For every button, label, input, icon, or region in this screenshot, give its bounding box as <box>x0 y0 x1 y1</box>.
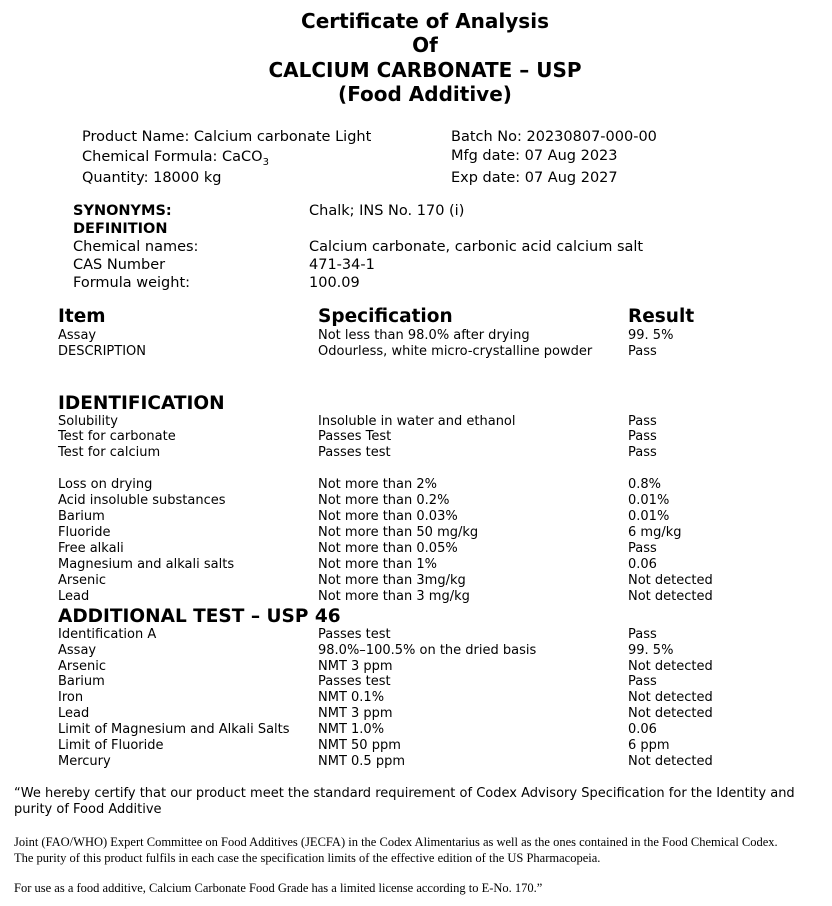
synonyms-label: SYNONYMS: <box>73 203 172 219</box>
table-row <box>0 754 832 770</box>
row-specification: Not more than 0.05% <box>318 541 458 556</box>
row-specification: 98.0%–100.5% on the dried basis <box>318 643 537 658</box>
table-row <box>0 659 832 675</box>
row-specification: Not more than 0.03% <box>318 509 458 524</box>
row-specification: Not less than 98.0% after drying <box>318 328 530 343</box>
row-result: 0.06 <box>628 722 657 737</box>
table-row <box>0 722 832 738</box>
row-item: Free alkali <box>58 541 124 556</box>
row-result: Pass <box>628 627 657 642</box>
product-name: Product Name: Calcium carbonate Light <box>82 129 372 145</box>
row-specification: Not more than 3 mg/kg <box>318 589 470 604</box>
row-item: Mercury <box>58 754 111 769</box>
row-result: Not detected <box>628 754 713 769</box>
row-result: Pass <box>628 674 657 689</box>
row-item: Lead <box>58 589 90 604</box>
row-result: 6 mg/kg <box>628 525 682 540</box>
batch-number: Batch No: 20230807-000-00 <box>451 129 657 145</box>
row-item: Limit of Magnesium and Alkali Salts <box>58 722 290 737</box>
row-item: Solubility <box>58 414 118 429</box>
row-specification: Passes test <box>318 627 391 642</box>
product-title: CALCIUM CARBONATE – USP <box>268 58 582 82</box>
table-row <box>0 690 832 706</box>
jecfa-statement-line1: Joint (FAO/WHO) Expert Committee on Food Additives (JECFA) in the Codex Alimentarius as well as the ones contained in the Food Chemical Codex. <box>14 835 778 849</box>
chemical-names-value: Calcium carbonate, carbonic acid calcium salt <box>309 239 644 255</box>
table-row <box>0 706 832 722</box>
row-specification: Not more than 50 mg/kg <box>318 525 479 540</box>
document-title: Certificate of Analysis <box>301 9 549 33</box>
row-result: Not detected <box>628 659 713 674</box>
mfg-date: Mfg date: 07 Aug 2023 <box>451 148 618 164</box>
table-row <box>0 674 832 690</box>
row-result: 0.01% <box>628 509 670 524</box>
formula-weight-label: Formula weight: <box>73 275 191 291</box>
row-item: Assay <box>58 328 97 343</box>
row-item: Magnesium and alkali salts <box>58 557 235 572</box>
section-heading-additional-test: ADDITIONAL TEST – USP 46 <box>58 606 341 627</box>
row-result: Pass <box>628 414 657 429</box>
row-specification: NMT 0.5 ppm <box>318 754 405 769</box>
table-row <box>0 573 832 589</box>
synonyms-value: Chalk; INS No. 170 (i) <box>309 203 465 219</box>
table-row <box>0 477 832 493</box>
section-heading-identification: IDENTIFICATION <box>58 393 225 414</box>
chemical-formula-subscript: 3 <box>262 157 269 168</box>
row-specification: Passes test <box>318 445 391 460</box>
row-specification: Not more than 0.2% <box>318 493 450 508</box>
row-specification: Insoluble in water and ethanol <box>318 414 516 429</box>
row-item: Arsenic <box>58 573 107 588</box>
column-header-result: Result <box>628 306 695 327</box>
row-item: Barium <box>58 509 105 524</box>
row-result: 99. 5% <box>628 328 674 343</box>
row-result: 99. 5% <box>628 643 674 658</box>
row-item: Assay <box>58 643 97 658</box>
table-row <box>0 429 832 445</box>
row-item: Identification A <box>58 627 157 642</box>
row-item: Arsenic <box>58 659 107 674</box>
license-statement: For use as a food additive, Calcium Carbonate Food Grade has a limited license according to E-No. 170.” <box>14 881 543 895</box>
row-result: 6 ppm <box>628 738 670 753</box>
row-specification: NMT 3 ppm <box>318 706 393 721</box>
row-item: Fluoride <box>58 525 111 540</box>
row-item: Loss on drying <box>58 477 153 492</box>
row-item: Barium <box>58 674 105 689</box>
table-row <box>0 509 832 525</box>
cas-number-value: 471-34-1 <box>309 257 375 273</box>
chemical-names-label: Chemical names: <box>73 239 199 255</box>
row-specification: Passes test <box>318 674 391 689</box>
table-row <box>0 643 832 659</box>
table-row <box>0 525 832 541</box>
row-result: 0.01% <box>628 493 670 508</box>
chemical-formula-text: Chemical Formula: CaCO <box>82 149 263 165</box>
row-result: Not detected <box>628 706 713 721</box>
row-item: Lead <box>58 706 90 721</box>
row-result: Not detected <box>628 690 713 705</box>
row-specification: NMT 0.1% <box>318 690 385 705</box>
table-row <box>0 344 832 360</box>
row-specification: NMT 1.0% <box>318 722 385 737</box>
table-row <box>0 445 832 461</box>
jecfa-statement-line2: The purity of this product fulfils in each case the specification limits of the effective edition of the US Pharmacopeia. <box>14 851 601 865</box>
row-result: 0.8% <box>628 477 662 492</box>
table-row <box>0 557 832 573</box>
column-header-specification: Specification <box>318 306 453 327</box>
column-header-item: Item <box>58 306 106 327</box>
row-specification: Passes Test <box>318 429 392 444</box>
certification-statement: “We hereby certify that our product meet the standard requirement of Codex Advisory Specification for the Identity and purity of Food Additive <box>14 786 795 817</box>
row-specification: Not more than 3mg/kg <box>318 573 466 588</box>
product-subtitle: (Food Additive) <box>338 82 512 106</box>
row-item: DESCRIPTION <box>58 344 146 359</box>
row-item: Test for calcium <box>58 445 161 460</box>
table-row <box>0 414 832 430</box>
quantity: Quantity: 18000 kg <box>82 170 222 186</box>
row-item: Limit of Fluoride <box>58 738 164 753</box>
row-specification: Not more than 2% <box>318 477 438 492</box>
formula-weight-value: 100.09 <box>309 275 360 291</box>
exp-date: Exp date: 07 Aug 2027 <box>451 170 618 186</box>
document-title-of: Of <box>412 33 438 57</box>
table-row <box>0 627 832 643</box>
row-specification: NMT 50 ppm <box>318 738 401 753</box>
row-specification: Odourless, white micro-crystalline powder <box>318 344 593 359</box>
row-result: Pass <box>628 344 657 359</box>
table-row <box>0 541 832 557</box>
table-row <box>0 493 832 509</box>
cas-number-label: CAS Number <box>73 257 166 273</box>
row-specification: NMT 3 ppm <box>318 659 393 674</box>
definition-label: DEFINITION <box>73 221 168 237</box>
row-result: Pass <box>628 541 657 556</box>
row-item: Iron <box>58 690 84 705</box>
row-result: 0.06 <box>628 557 657 572</box>
row-result: Pass <box>628 445 657 460</box>
row-item: Acid insoluble substances <box>58 493 226 508</box>
table-row <box>0 328 832 344</box>
table-row <box>0 738 832 754</box>
row-specification: Not more than 1% <box>318 557 438 572</box>
row-result: Not detected <box>628 573 713 588</box>
table-row <box>0 589 832 605</box>
row-result: Not detected <box>628 589 713 604</box>
row-item: Test for carbonate <box>58 429 176 444</box>
row-result: Pass <box>628 429 657 444</box>
